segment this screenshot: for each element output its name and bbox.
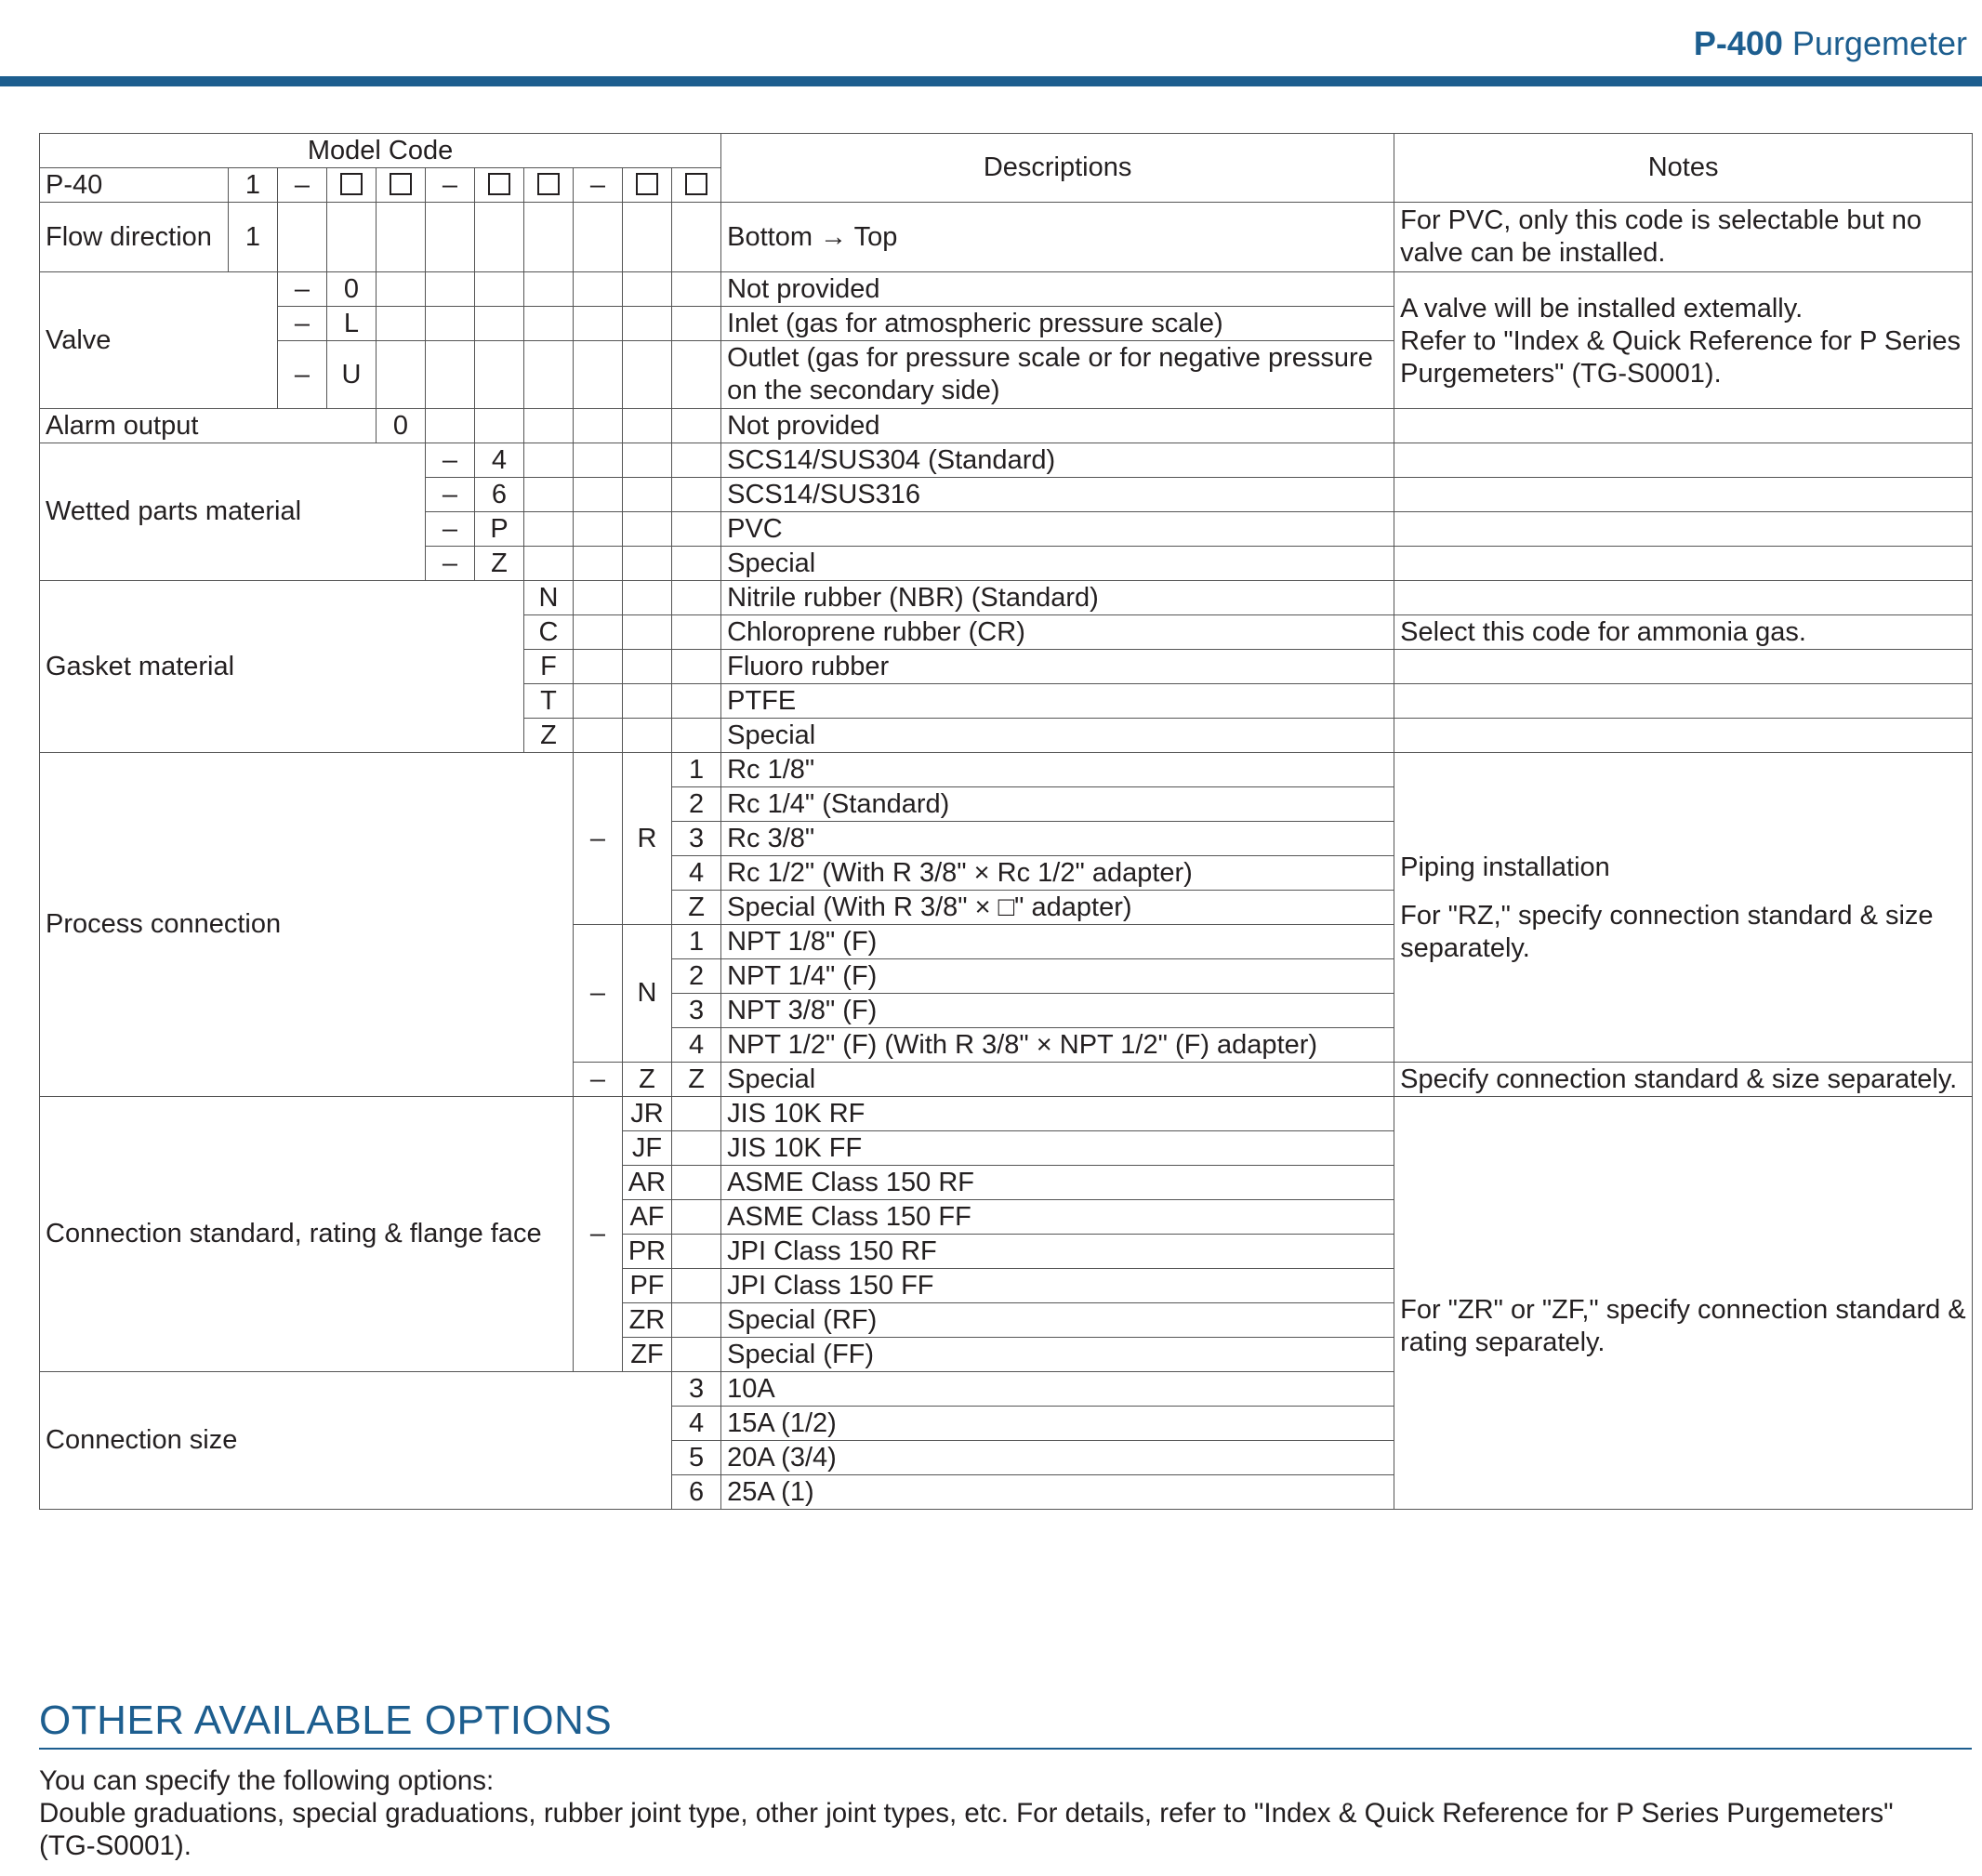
option-description: Rc 1/8" bbox=[721, 753, 1394, 787]
section-label: Gasket material bbox=[40, 581, 524, 753]
empty-code-cell bbox=[623, 272, 672, 307]
code-position bbox=[623, 168, 672, 203]
option-code: 3 bbox=[672, 1372, 721, 1407]
empty-code-cell bbox=[524, 443, 574, 478]
empty-code-cell bbox=[623, 581, 672, 615]
empty-code-cell bbox=[574, 512, 623, 547]
blank-box-icon bbox=[340, 173, 363, 195]
option-code: T bbox=[524, 684, 574, 719]
empty-code-cell bbox=[475, 307, 524, 341]
empty-code-cell bbox=[574, 581, 623, 615]
empty-code-cell bbox=[623, 719, 672, 753]
header-rule bbox=[0, 76, 1982, 86]
section-label: Valve bbox=[40, 272, 278, 409]
empty-code-cell bbox=[672, 1166, 721, 1200]
option-code: 6 bbox=[672, 1475, 721, 1510]
option-note bbox=[1394, 719, 1973, 753]
empty-code-cell bbox=[623, 650, 672, 684]
option-code: 1 bbox=[229, 203, 278, 272]
row-valve bbox=[40, 272, 1973, 307]
option-code: R bbox=[623, 753, 672, 925]
option-description: NPT 1/2" (F) (With R 3/8" × NPT 1/2" (F) adapter) bbox=[721, 1028, 1394, 1063]
option-code: 0 bbox=[377, 409, 426, 443]
code-dash: – bbox=[574, 1063, 623, 1097]
empty-code-cell bbox=[672, 1200, 721, 1235]
option-note bbox=[1394, 443, 1973, 478]
empty-code-cell bbox=[574, 443, 623, 478]
note-piping: Piping installation bbox=[1400, 852, 1610, 882]
empty-code-cell bbox=[672, 1269, 721, 1303]
row-connection-standard bbox=[40, 1097, 1973, 1131]
header-descriptions: Descriptions bbox=[721, 134, 1394, 203]
option-code: N bbox=[623, 925, 672, 1063]
option-note bbox=[1394, 547, 1973, 581]
option-note bbox=[1394, 512, 1973, 547]
section-label: Connection size bbox=[40, 1372, 672, 1510]
option-code: AF bbox=[623, 1200, 672, 1235]
code-position bbox=[672, 168, 721, 203]
option-description: Rc 3/8" bbox=[721, 822, 1394, 856]
option-note: For PVC, only this code is selectable but no valve can be installed. bbox=[1394, 203, 1973, 272]
empty-code-cell bbox=[672, 203, 721, 272]
option-description: Inlet (gas for atmospheric pressure scale) bbox=[721, 307, 1394, 341]
option-code: 0 bbox=[327, 272, 377, 307]
option-code: 4 bbox=[672, 856, 721, 891]
empty-code-cell bbox=[672, 409, 721, 443]
option-description: JIS 10K RF bbox=[721, 1097, 1394, 1131]
option-description: Rc 1/2" (With R 3/8" × Rc 1/2" adapter) bbox=[721, 856, 1394, 891]
empty-code-cell bbox=[623, 341, 672, 409]
empty-code-cell bbox=[623, 203, 672, 272]
empty-code-cell bbox=[377, 203, 426, 272]
option-description: Nitrile rubber (NBR) (Standard) bbox=[721, 581, 1394, 615]
option-description: Outlet (gas for pressure scale or for negative pressure on the secondary side) bbox=[721, 341, 1394, 409]
option-code: 4 bbox=[475, 443, 524, 478]
option-description: Special (With R 3/8" × □" adapter) bbox=[721, 891, 1394, 925]
section-label: Process connection bbox=[40, 753, 574, 1097]
empty-code-cell bbox=[672, 1097, 721, 1131]
section-label: Flow direction bbox=[40, 203, 229, 272]
empty-code-cell bbox=[672, 272, 721, 307]
empty-code-cell bbox=[672, 650, 721, 684]
section-label: Connection standard, rating & flange face bbox=[40, 1097, 574, 1372]
empty-code-cell bbox=[623, 478, 672, 512]
empty-code-cell bbox=[574, 341, 623, 409]
option-description: Special bbox=[721, 719, 1394, 753]
table-header-row bbox=[40, 134, 1973, 168]
model-code-table bbox=[39, 133, 1973, 1510]
empty-code-cell bbox=[475, 409, 524, 443]
option-code: N bbox=[524, 581, 574, 615]
code-dash: – bbox=[426, 512, 475, 547]
code-dash: – bbox=[278, 341, 327, 409]
option-code: F bbox=[524, 650, 574, 684]
empty-code-cell bbox=[574, 307, 623, 341]
empty-code-cell bbox=[524, 272, 574, 307]
code-position bbox=[377, 168, 426, 203]
empty-code-cell bbox=[672, 307, 721, 341]
option-code: 6 bbox=[475, 478, 524, 512]
row-process-connection bbox=[40, 753, 1973, 787]
empty-code-cell bbox=[524, 478, 574, 512]
empty-code-cell bbox=[574, 478, 623, 512]
option-description: Bottom → Top bbox=[721, 203, 1394, 272]
option-description: SCS14/SUS304 (Standard) bbox=[721, 443, 1394, 478]
header-notes: Notes bbox=[1394, 134, 1973, 203]
empty-code-cell bbox=[672, 547, 721, 581]
option-description: Fluoro rubber bbox=[721, 650, 1394, 684]
model-code-table-body bbox=[40, 134, 1973, 1510]
empty-code-cell bbox=[377, 341, 426, 409]
header-model: P-400 bbox=[1693, 24, 1783, 62]
empty-code-cell bbox=[672, 1338, 721, 1372]
option-description: NPT 1/8" (F) bbox=[721, 925, 1394, 959]
empty-code-cell bbox=[574, 650, 623, 684]
option-note bbox=[1394, 581, 1973, 615]
empty-code-cell bbox=[426, 272, 475, 307]
empty-code-cell bbox=[672, 1235, 721, 1269]
code-position bbox=[475, 168, 524, 203]
option-description: Chloroprene rubber (CR) bbox=[721, 615, 1394, 650]
blank-box-icon bbox=[636, 173, 658, 195]
blank-box-icon bbox=[537, 173, 560, 195]
option-description: Special (FF) bbox=[721, 1338, 1394, 1372]
empty-code-cell bbox=[672, 478, 721, 512]
note-rz: For "RZ," specify connection standard & size separately. bbox=[1400, 901, 1934, 963]
code-dash: – bbox=[426, 547, 475, 581]
empty-code-cell bbox=[623, 547, 672, 581]
code-prefix: P-40 bbox=[40, 168, 229, 203]
empty-code-cell bbox=[574, 203, 623, 272]
code-position: – bbox=[426, 168, 475, 203]
empty-code-cell bbox=[377, 272, 426, 307]
option-description: Rc 1/4" (Standard) bbox=[721, 787, 1394, 822]
empty-code-cell bbox=[426, 307, 475, 341]
code-dash: – bbox=[426, 443, 475, 478]
option-description: JPI Class 150 FF bbox=[721, 1269, 1394, 1303]
options-line-2: Double graduations, special graduations, rubber joint type, other joint types, etc. For details, refer to "Index & Quick Reference for P Series Purgemeters" bbox=[39, 1798, 1894, 1829]
code-position bbox=[327, 168, 377, 203]
empty-code-cell bbox=[524, 203, 574, 272]
blank-box-icon bbox=[390, 173, 412, 195]
option-note bbox=[1394, 478, 1973, 512]
section-label: Wetted parts material bbox=[40, 443, 426, 581]
option-description: Special bbox=[721, 547, 1394, 581]
option-code: C bbox=[524, 615, 574, 650]
header-model-code: Model Code bbox=[40, 134, 721, 168]
empty-code-cell bbox=[574, 409, 623, 443]
row-flow-direction bbox=[40, 203, 1973, 272]
option-code: Z bbox=[475, 547, 524, 581]
empty-code-cell bbox=[623, 512, 672, 547]
option-note bbox=[1394, 650, 1973, 684]
empty-code-cell bbox=[475, 203, 524, 272]
option-description: NPT 3/8" (F) bbox=[721, 994, 1394, 1028]
empty-code-cell bbox=[475, 272, 524, 307]
option-code: AR bbox=[623, 1166, 672, 1200]
empty-code-cell bbox=[574, 615, 623, 650]
option-code: 4 bbox=[672, 1028, 721, 1063]
empty-code-cell bbox=[574, 547, 623, 581]
empty-code-cell bbox=[524, 409, 574, 443]
empty-code-cell bbox=[524, 341, 574, 409]
options-line-1: You can specify the following options: bbox=[39, 1765, 495, 1796]
options-title: OTHER AVAILABLE OPTIONS bbox=[39, 1698, 613, 1743]
section-label: Alarm output bbox=[40, 409, 377, 443]
empty-code-cell bbox=[672, 684, 721, 719]
option-description: Not provided bbox=[721, 272, 1394, 307]
options-line-3: (TG-S0001). bbox=[39, 1830, 192, 1861]
option-description: NPT 1/4" (F) bbox=[721, 959, 1394, 994]
option-description: PVC bbox=[721, 512, 1394, 547]
option-code: 2 bbox=[672, 787, 721, 822]
empty-code-cell bbox=[574, 272, 623, 307]
option-code: 2 bbox=[672, 959, 721, 994]
empty-code-cell bbox=[623, 307, 672, 341]
row-gasket bbox=[40, 581, 1973, 615]
option-code: PR bbox=[623, 1235, 672, 1269]
empty-code-cell bbox=[623, 443, 672, 478]
empty-code-cell bbox=[524, 512, 574, 547]
option-code: ZR bbox=[623, 1303, 672, 1338]
code-position: 1 bbox=[229, 168, 278, 203]
option-code: ZF bbox=[623, 1338, 672, 1372]
empty-code-cell bbox=[574, 719, 623, 753]
empty-code-cell bbox=[672, 512, 721, 547]
blank-box-icon bbox=[685, 173, 707, 195]
option-note: For "ZR" or "ZF," specify connection standard & rating separately. bbox=[1394, 1097, 1973, 1510]
options-rule bbox=[39, 1748, 1972, 1750]
option-code: 4 bbox=[672, 1407, 721, 1441]
option-code: JR bbox=[623, 1097, 672, 1131]
option-code: Z bbox=[672, 1063, 721, 1097]
empty-code-cell bbox=[672, 581, 721, 615]
option-description: ASME Class 150 FF bbox=[721, 1200, 1394, 1235]
empty-code-cell bbox=[524, 307, 574, 341]
option-code: Z bbox=[672, 891, 721, 925]
code-dash: – bbox=[574, 925, 623, 1063]
option-code: 3 bbox=[672, 822, 721, 856]
option-description: SCS14/SUS316 bbox=[721, 478, 1394, 512]
option-description: 15A (1/2) bbox=[721, 1407, 1394, 1441]
page-header-title bbox=[1694, 24, 1967, 63]
empty-code-cell bbox=[672, 443, 721, 478]
code-position bbox=[524, 168, 574, 203]
option-code: Z bbox=[623, 1063, 672, 1097]
option-note: Specify connection standard & size separately. bbox=[1394, 1063, 1973, 1097]
empty-code-cell bbox=[524, 547, 574, 581]
option-note bbox=[1394, 753, 1973, 1063]
option-note: Select this code for ammonia gas. bbox=[1394, 615, 1973, 650]
empty-code-cell bbox=[623, 684, 672, 719]
empty-code-cell bbox=[327, 203, 377, 272]
code-position: – bbox=[574, 168, 623, 203]
option-code: 1 bbox=[672, 753, 721, 787]
empty-code-cell bbox=[672, 615, 721, 650]
blank-box-icon bbox=[488, 173, 510, 195]
empty-code-cell bbox=[672, 1131, 721, 1166]
option-description: JIS 10K FF bbox=[721, 1131, 1394, 1166]
option-code: P bbox=[475, 512, 524, 547]
option-note: A valve will be installed extemally. Refer to "Index & Quick Reference for P Series Purgemeters" (TG-S0001). bbox=[1394, 272, 1973, 409]
option-code: Z bbox=[524, 719, 574, 753]
option-code: 5 bbox=[672, 1441, 721, 1475]
option-description: Not provided bbox=[721, 409, 1394, 443]
option-description: 10A bbox=[721, 1372, 1394, 1407]
empty-code-cell bbox=[623, 615, 672, 650]
option-code: PF bbox=[623, 1269, 672, 1303]
option-code: U bbox=[327, 341, 377, 409]
row-alarm-output bbox=[40, 409, 1973, 443]
header-product: Purgemeter bbox=[1791, 24, 1967, 62]
code-position: – bbox=[278, 168, 327, 203]
empty-code-cell bbox=[475, 341, 524, 409]
empty-code-cell bbox=[672, 719, 721, 753]
options-text bbox=[39, 1764, 1982, 1862]
option-description: Special (RF) bbox=[721, 1303, 1394, 1338]
empty-code-cell bbox=[426, 341, 475, 409]
empty-code-cell bbox=[426, 203, 475, 272]
code-dash: – bbox=[426, 478, 475, 512]
option-code: 1 bbox=[672, 925, 721, 959]
code-dash: – bbox=[278, 272, 327, 307]
code-dash: – bbox=[574, 1097, 623, 1372]
option-note bbox=[1394, 684, 1973, 719]
empty-code-cell bbox=[672, 1303, 721, 1338]
option-code: 3 bbox=[672, 994, 721, 1028]
empty-code-cell bbox=[574, 684, 623, 719]
empty-code-cell bbox=[278, 203, 327, 272]
code-dash: – bbox=[278, 307, 327, 341]
option-code: L bbox=[327, 307, 377, 341]
empty-code-cell bbox=[672, 341, 721, 409]
option-description: Special bbox=[721, 1063, 1394, 1097]
empty-code-cell bbox=[623, 409, 672, 443]
empty-code-cell bbox=[377, 307, 426, 341]
option-description: PTFE bbox=[721, 684, 1394, 719]
option-code: JF bbox=[623, 1131, 672, 1166]
row-wetted-parts bbox=[40, 443, 1973, 478]
option-note bbox=[1394, 409, 1973, 443]
code-dash: – bbox=[574, 753, 623, 925]
option-description: 25A (1) bbox=[721, 1475, 1394, 1510]
option-description: 20A (3/4) bbox=[721, 1441, 1394, 1475]
option-description: JPI Class 150 RF bbox=[721, 1235, 1394, 1269]
empty-code-cell bbox=[426, 409, 475, 443]
option-description: ASME Class 150 RF bbox=[721, 1166, 1394, 1200]
